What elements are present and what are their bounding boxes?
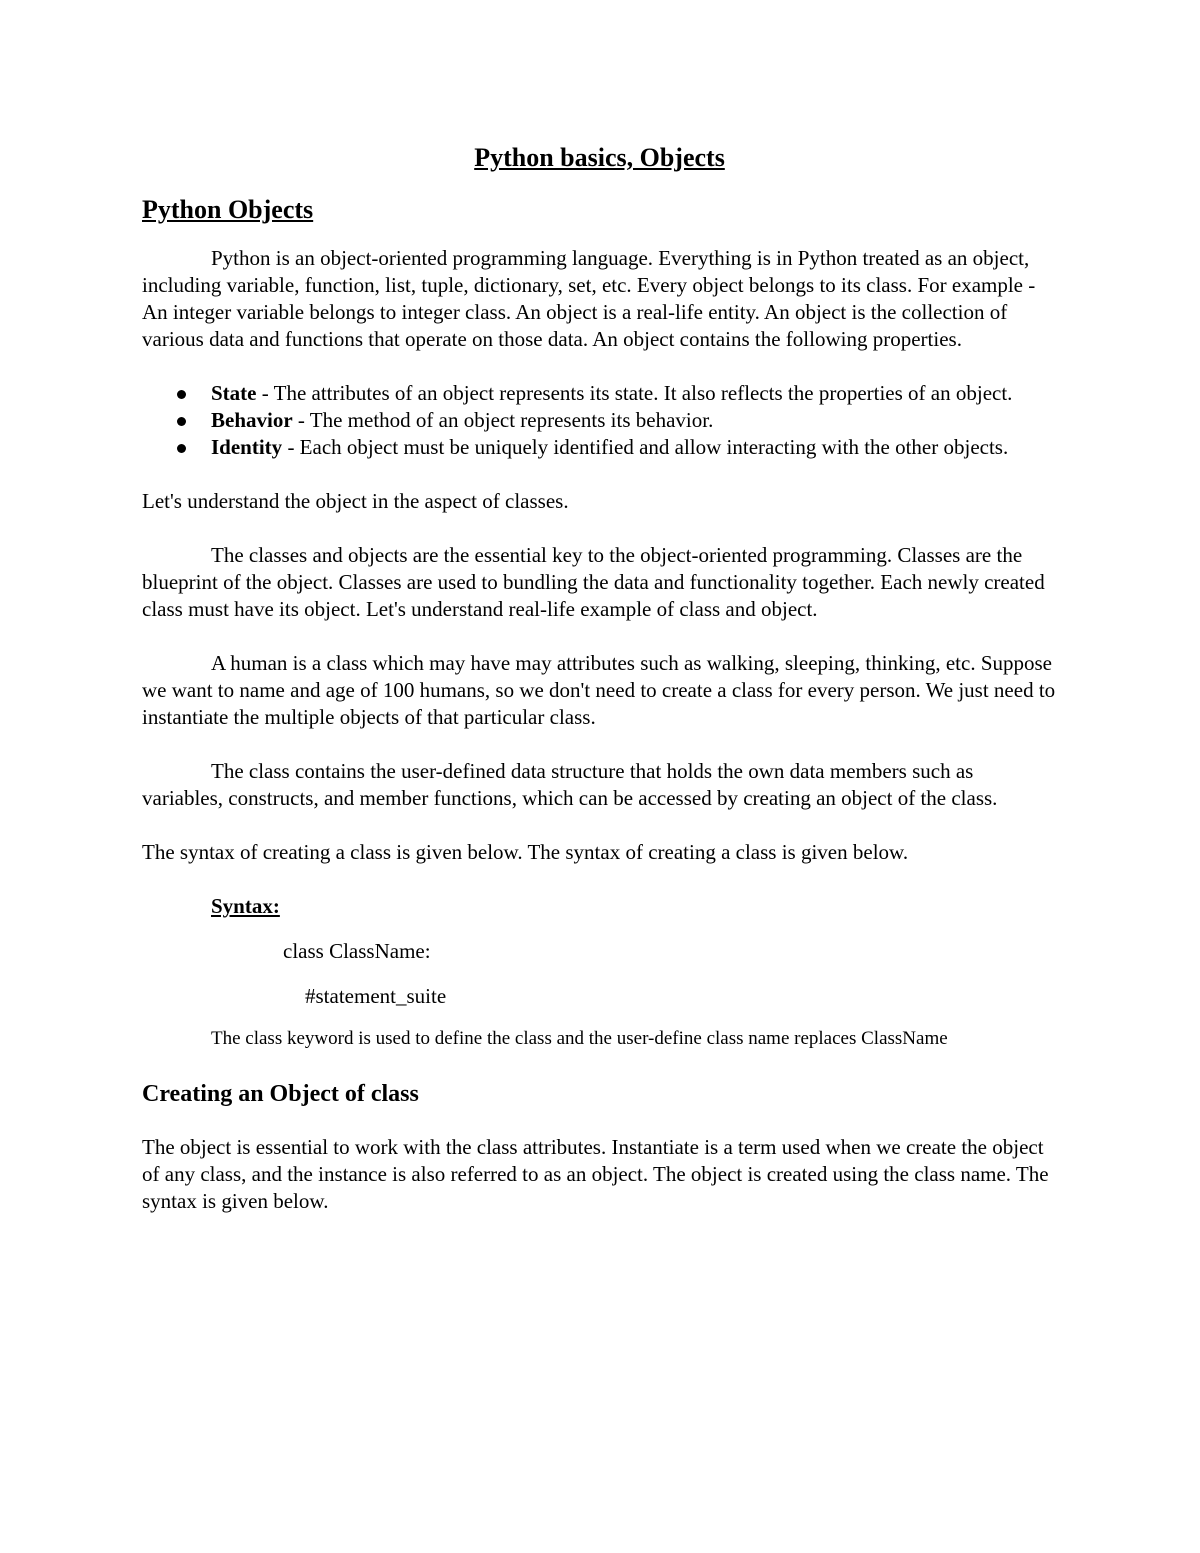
document-page [142,140,1057,1215]
list-item [142,407,1057,434]
class-contains-paragraph: The class contains the user-defined data structure that holds the own data members such as variables, constructs, and member functions, which can be accessed by creating an object of the class. [142,759,998,810]
aspect-line: Let's understand the object in the aspect of classes. [142,489,569,513]
document-title: Python basics, Objects [474,143,725,172]
human-paragraph: A human is a class which may have may attributes such as walking, sleeping, thinking, etc. Suppose we want to name and age of 100 humans, so we don't need to create a class for every person. We just need to instantiate the multiple objects of that particular class. [142,651,1056,729]
classes-paragraph: The classes and objects are the essential key to the object-oriented programming. Classes are the blueprint of the object. Classes are used to bundling the data and functionality together. Each newly created class must have its object. Let's understand real-life example of class and object. [142,543,1045,621]
property-term: Identity [211,435,283,459]
bullet-icon [177,417,186,426]
code-line-statement: #statement_suite [305,984,447,1008]
intro-paragraph: Python is an object-oriented programming language. Everything is in Python treated as an object, including variable, function, list, tuple, dictionary, set, etc. Every object belongs to its class. For example - An integer variable belongs to integer class. An object is a real-life entity. An object is the collection of various data and functions that operate on those data. An object contains the following properties. [142,246,1036,351]
property-term: Behavior [211,408,293,432]
property-text: - Each object must be uniquely identified and allow interacting with the other objects. [282,435,1009,459]
property-term: State [211,381,257,405]
syntax-label: Syntax: [211,894,280,918]
list-item [142,434,1057,461]
list-item [142,380,1057,407]
section-heading-creating-object: Creating an Object of class [142,1081,419,1107]
bullet-icon [177,444,186,453]
code-line-class: class ClassName: [283,939,431,963]
bullet-icon [177,390,186,399]
property-text: - The attributes of an object represents its state. It also reflects the properties of an object. [256,381,1013,405]
syntax-intro: The syntax of creating a class is given below. The syntax of creating a class is given below. [142,840,909,864]
properties-list [142,380,1057,461]
section-heading-python-objects: Python Objects [142,195,314,224]
object-paragraph: The object is essential to work with the class attributes. Instantiate is a term used when we create the object of any class, and the instance is also referred to as an object. The object is created using the class name. The syntax is given below. [142,1135,1049,1213]
syntax-note: The class keyword is used to define the class and the user-define class name replaces ClassName [211,1028,948,1049]
property-text: - The method of an object represents its behavior. [292,408,714,432]
